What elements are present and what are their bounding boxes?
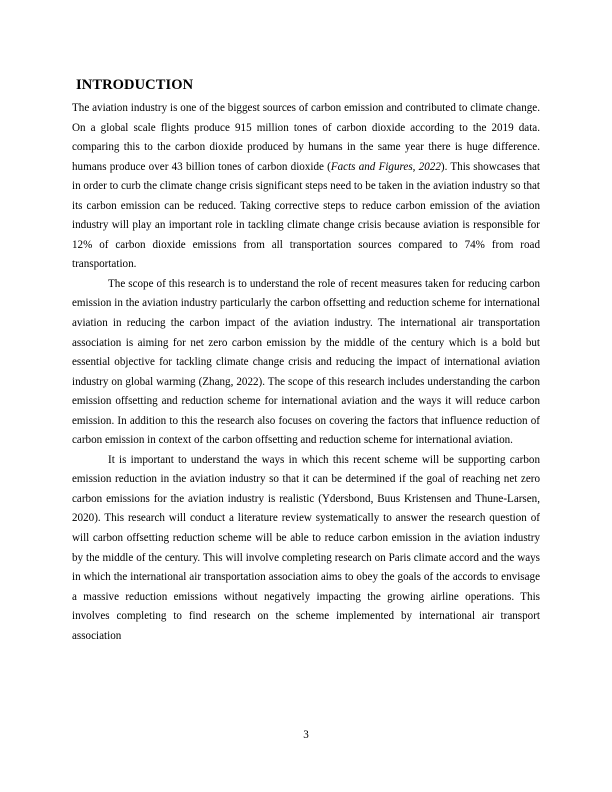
paragraph-2: The scope of this research is to understand the role of recent measures taken for reducing carbon emission in the aviation industry particularly the carbon offsetting and reduction scheme for international aviation in reducing the carbon impact of the aviation industry. The international air transportation association is aiming for net zero carbon emission by the middle of the century which is a bold but essential objective for tackling climate change crisis and reducing the impact of international aviation industry on global warming (Zhang, 2022). The scope of this research includes understanding the carbon emission offsetting and reduction scheme for international aviation and the ways it will reduce carbon emission. In addition to this the research also focuses on covering the factors that influence reduction of carbon emission in context of the carbon offsetting and reduction scheme for international aviation. bbox=[72, 277, 540, 447]
section-heading: INTRODUCTION bbox=[76, 77, 194, 93]
paragraph-1 bbox=[72, 99, 540, 275]
body-text bbox=[72, 99, 540, 646]
paragraph-1-text-a: The aviation industry is one of the biggest sources of carbon emission and contributed to climate change. On a global scale flights produce 915 million tones of carbon dioxide according to the 2019 data. comparing this to the carbon dioxide produced by humans in the same year there is huge difference. humans produce over 43 billion tones of carbon dioxide ( bbox=[72, 102, 540, 173]
paragraph-1-text-b: ). This showcases that in order to curb the climate change crisis significant steps need to be taken in the aviation industry so that its carbon emission can be reduced. Taking corrective steps to reduce carbon emission of the aviation industry will play an important role in tackling climate change crisis because aviation is responsible for 12% of carbon dioxide emissions from all transportation sources compared to 74% from road transportation. bbox=[72, 160, 540, 271]
paragraph-3: It is important to understand the ways in which this recent scheme will be supporting carbon emission reduction in the aviation industry so that it can be determined if the goal of reaching net zero carbon emissions for the aviation industry is realistic (Ydersbond, Buus Kristensen and Thune-Larsen, 2020). This research will conduct a literature review systematically to answer the research question of will carbon offsetting reduction scheme will be able to reduce carbon emission in the aviation industry by the middle of the century. This will involve completing research on Paris climate accord and the ways in which the international air transportation association aims to obey the goals of the accords to envisage a massive reduction emissions without negatively impacting the growing airline operations. This involves completing to find research on the scheme implemented by international air transport association bbox=[72, 453, 540, 642]
page-number: 3 bbox=[303, 729, 309, 741]
citation-facts-and-figures: Facts and Figures, 2022 bbox=[330, 160, 441, 173]
